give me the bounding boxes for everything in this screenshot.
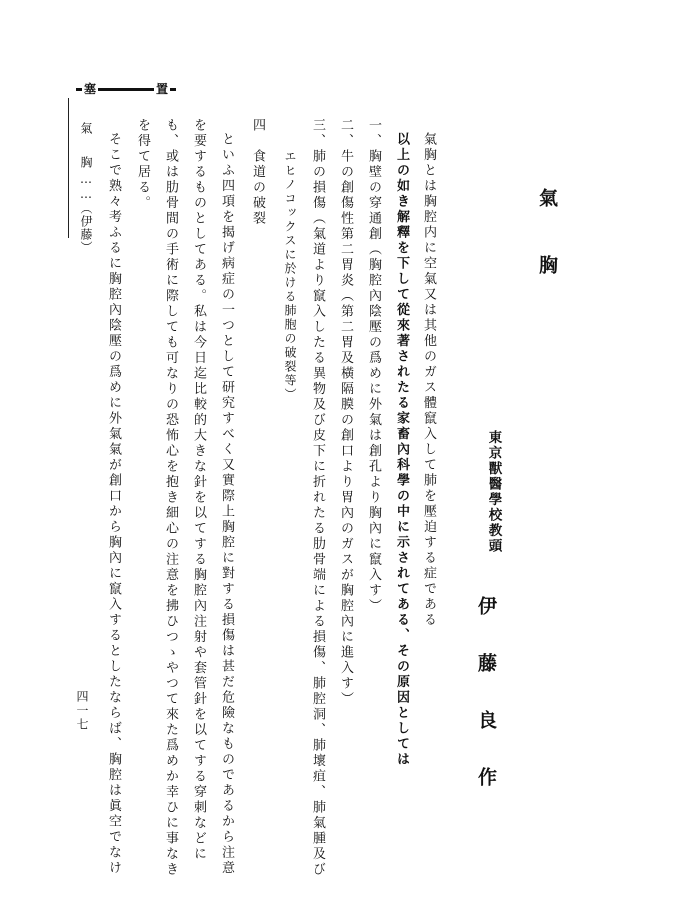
body-line-10: も、或は肋骨間の手術に際しても可なりの恐怖心を抱き細心の注意を拂ひつゝやつて來た爲めか幸ひに事なき xyxy=(163,118,178,878)
running-head-author: ……（伊藤） xyxy=(79,172,93,254)
body-line-8: といふ四項を揭げ病症の一つとして研究すべく又實際上胸腔に對する損傷は甚だ危險なものであるから注意 xyxy=(219,132,234,876)
body-line-1: 氣胸とは胸腔内に空氣又は其他のガス體竄入して肺を壓迫する症である xyxy=(421,132,436,628)
body-line-2: 以上の如き解釋を下して從來著されたる家畜內科學の中に示されてある、その原因としては xyxy=(394,132,409,768)
margin-rule xyxy=(68,98,69,238)
stamp-char-left: 塞 xyxy=(84,82,97,96)
author-name: 伊藤良作 xyxy=(475,596,497,824)
cause-item-3: 三、肺の損傷（氣道より竄入したる異物及び皮下に折れたる肋骨端による損傷、肺腔洞、肺壞疽、肺氣腫及び xyxy=(310,118,325,878)
cause-item-3-continued: エヒノコックスに於ける肺胞の破裂等） xyxy=(283,150,297,402)
cause-item-1: 一、胸壁の穿通創（胸腔內陰壓の爲めに外氣は創孔より胸內に竄入す） xyxy=(366,118,381,614)
page-number: 四一七 xyxy=(75,690,89,732)
body-line-11: を得て居る。 xyxy=(135,118,150,211)
stamp-char-right: 置 xyxy=(155,82,168,96)
cause-item-4: 四 食道の破裂 xyxy=(250,118,265,227)
body-line-12: そこで熟々考ふるに胸腔內陰壓の爲めに外氣氣が創口から胸內に竄入するとしたならば、胸腔は眞空でなけ xyxy=(106,132,121,876)
author-affiliation: 東京獸醫學校教頭 xyxy=(485,430,502,554)
header-stamp xyxy=(76,82,176,96)
running-head-title: 氣 胸 xyxy=(79,122,93,173)
body-line-9: を要するものとしてある。私は今日迄比較的大きな針を以てする胸腔內注射や套管針を以てする穿刺などに xyxy=(191,118,206,862)
cause-item-2: 二、牛の創傷性第二胃炎（第二胃及橫隔膜の創口より胃內のガスが胸腔內に進入す） xyxy=(338,118,353,707)
article-title: 氣胸 xyxy=(536,188,558,322)
